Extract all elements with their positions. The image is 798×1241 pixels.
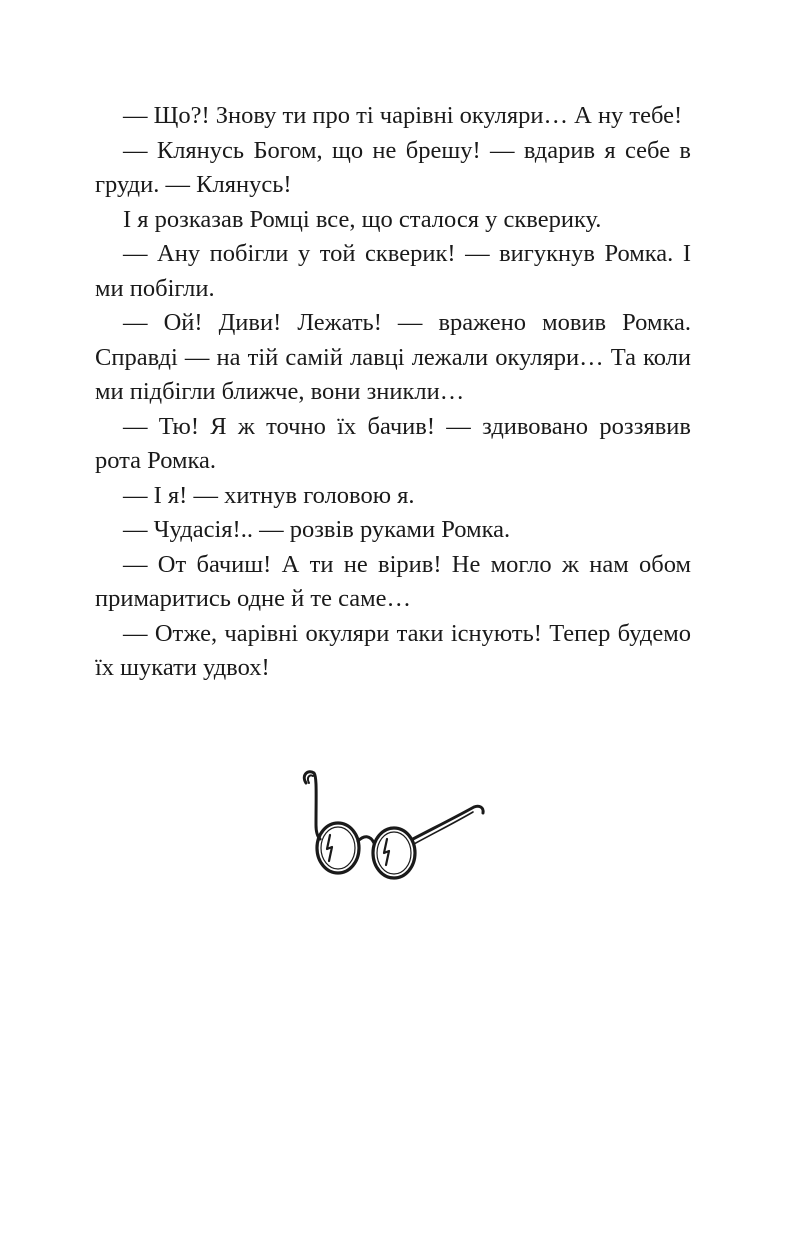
paragraph-7: — І я! — хитнув головою я. xyxy=(123,481,415,509)
paragraph-5: — Ой! Диви! Лежать! — вражено мовив Ромка. Справді — на тій самій лавці лежали окуляри… Та коли ми підбігли ближче, вони зникли… xyxy=(95,309,691,405)
paragraph-10: — Отже, чарівні окуляри таки існують! Тепер будемо їх шукати удвох! xyxy=(95,619,691,681)
story-text xyxy=(95,99,691,686)
paragraph-9: — От бачиш! А ти не вірив! Не могло ж нам обом примаритись одне й те саме… xyxy=(95,550,691,612)
paragraph-8: — Чудасія!.. — розвів руками Ромка. xyxy=(123,516,511,543)
paragraph-4: — Ану побігли у той скверик! — вигукнув Ромка. І ми побігли. xyxy=(95,240,691,302)
paragraph-2: — Клянусь Богом, що не брешу! — вдарив я себе в груди. — Клянусь! xyxy=(95,136,691,198)
paragraph-3: І я розказав Ромці все, що сталося у скверику. xyxy=(123,205,602,233)
eyeglasses-icon xyxy=(296,765,488,883)
paragraph-6: — Тю! Я ж точно їх бачив! — здивовано роззявив рота Ромка. xyxy=(95,412,691,474)
paragraph-1: — Що?! Знову ти про ті чарівні окуляри… А ну тебе! xyxy=(123,102,683,129)
